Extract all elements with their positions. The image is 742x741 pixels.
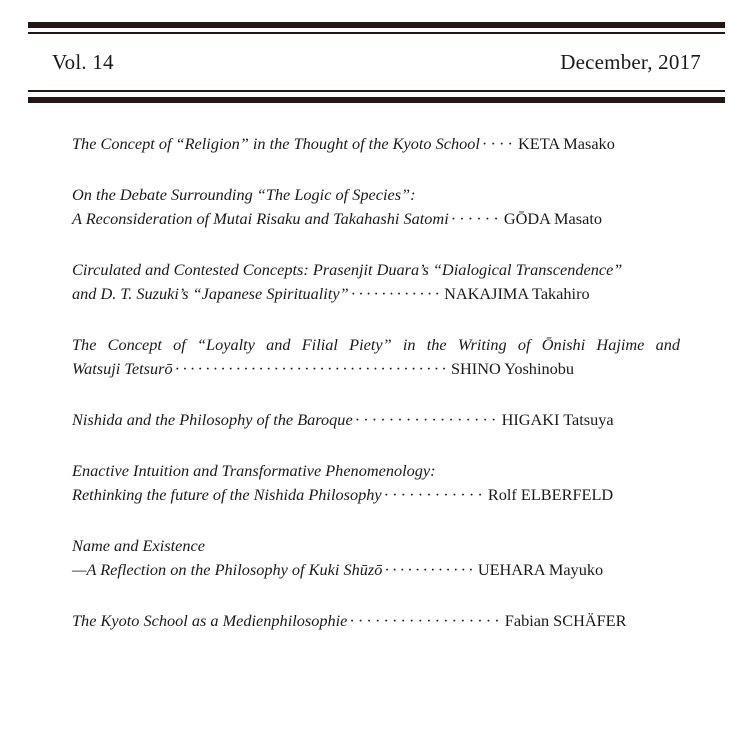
toc-entry-title: On the Debate Surrounding “The Logic of Species”: (72, 185, 416, 204)
toc-entry-title: The Kyoto School as a Medienphilosophie (72, 611, 348, 630)
toc-entry-title: Enactive Intuition and Transformative Phenomenology: (72, 461, 436, 480)
toc-entry-line (72, 282, 680, 306)
toc-entry-line (72, 207, 680, 231)
toc-entry-line (72, 558, 680, 582)
toc-entry-author: KETA Masako (518, 134, 615, 153)
toc-entry-subtitle: Rethinking the future of the Nishida Philosophy (72, 485, 382, 504)
toc-entry-title: Nishida and the Philosophy of the Baroque (72, 410, 353, 429)
masthead (28, 22, 725, 103)
toc-entry-author: UEHARA Mayuko (477, 560, 604, 579)
toc-entry-title: The Concept of “Loyalty and Filial Piety” in the Writing of Ōnishi Hajime and (72, 335, 680, 354)
toc-entry-line (72, 132, 680, 156)
toc-entry[interactable] (72, 408, 680, 432)
contents-list (72, 132, 680, 633)
toc-entry-line (72, 357, 680, 381)
dot-leader: ················· (354, 410, 500, 429)
toc-entry-title-line (72, 459, 680, 483)
toc-entry-author: Rolf ELBERFELD (487, 485, 614, 504)
toc-entry[interactable] (72, 132, 680, 156)
toc-entry-subtitle: —A Reflection on the Philosophy of Kuki Shūzō (72, 560, 383, 579)
date-label: December, 2017 (560, 50, 701, 74)
toc-entry[interactable] (72, 258, 680, 306)
toc-entry-subtitle: and D. T. Suzuki’s “Japanese Spirituality” (72, 284, 349, 303)
toc-entry-author: NAKAJIMA Takahiro (444, 284, 590, 303)
toc-entry-title-line (72, 534, 680, 558)
dot-leader: ······ (450, 209, 502, 228)
toc-entry[interactable] (72, 534, 680, 582)
toc-entry-title-line (72, 183, 680, 207)
volume-label: Vol. 14 (52, 50, 114, 74)
toc-entry-title: Circulated and Contested Concepts: Prasenjit Duara’s “Dialogical Transcendence” (72, 260, 623, 279)
toc-entry-line (72, 483, 680, 507)
dot-leader: ············ (350, 284, 443, 303)
dot-leader: ·················· (349, 611, 503, 630)
toc-entry-author: SHINO Yoshinobu (450, 359, 575, 378)
toc-entry-author: HIGAKI Tatsuya (501, 410, 614, 429)
toc-entry-title-line (72, 258, 680, 282)
toc-entry-line (72, 408, 680, 432)
toc-entry-title: The Concept of “Religion” in the Thought of the Kyoto School (72, 134, 480, 153)
dot-leader: ···· (481, 134, 517, 153)
dot-leader: ············ (384, 560, 476, 579)
toc-entry-title-line (72, 333, 680, 357)
toc-entry-author: GŌDA Masato (503, 209, 602, 228)
toc-entry-line (72, 609, 680, 633)
toc-entry[interactable] (72, 333, 680, 381)
toc-entry[interactable] (72, 459, 680, 507)
toc-entry-subtitle: Watsuji Tetsurō (72, 359, 173, 378)
toc-entry[interactable] (72, 609, 680, 633)
dot-leader: ············ (383, 485, 486, 504)
masthead-rule-bottom-thick (28, 97, 725, 103)
toc-entry-subtitle: A Reconsideration of Mutai Risaku and Takahashi Satomi (72, 209, 449, 228)
toc-entry-title: Name and Existence (72, 536, 205, 555)
dot-leader: ···································· (174, 359, 449, 378)
toc-entry[interactable] (72, 183, 680, 231)
masthead-row (28, 34, 725, 90)
toc-entry-author: Fabian SCHÄFER (504, 611, 627, 630)
